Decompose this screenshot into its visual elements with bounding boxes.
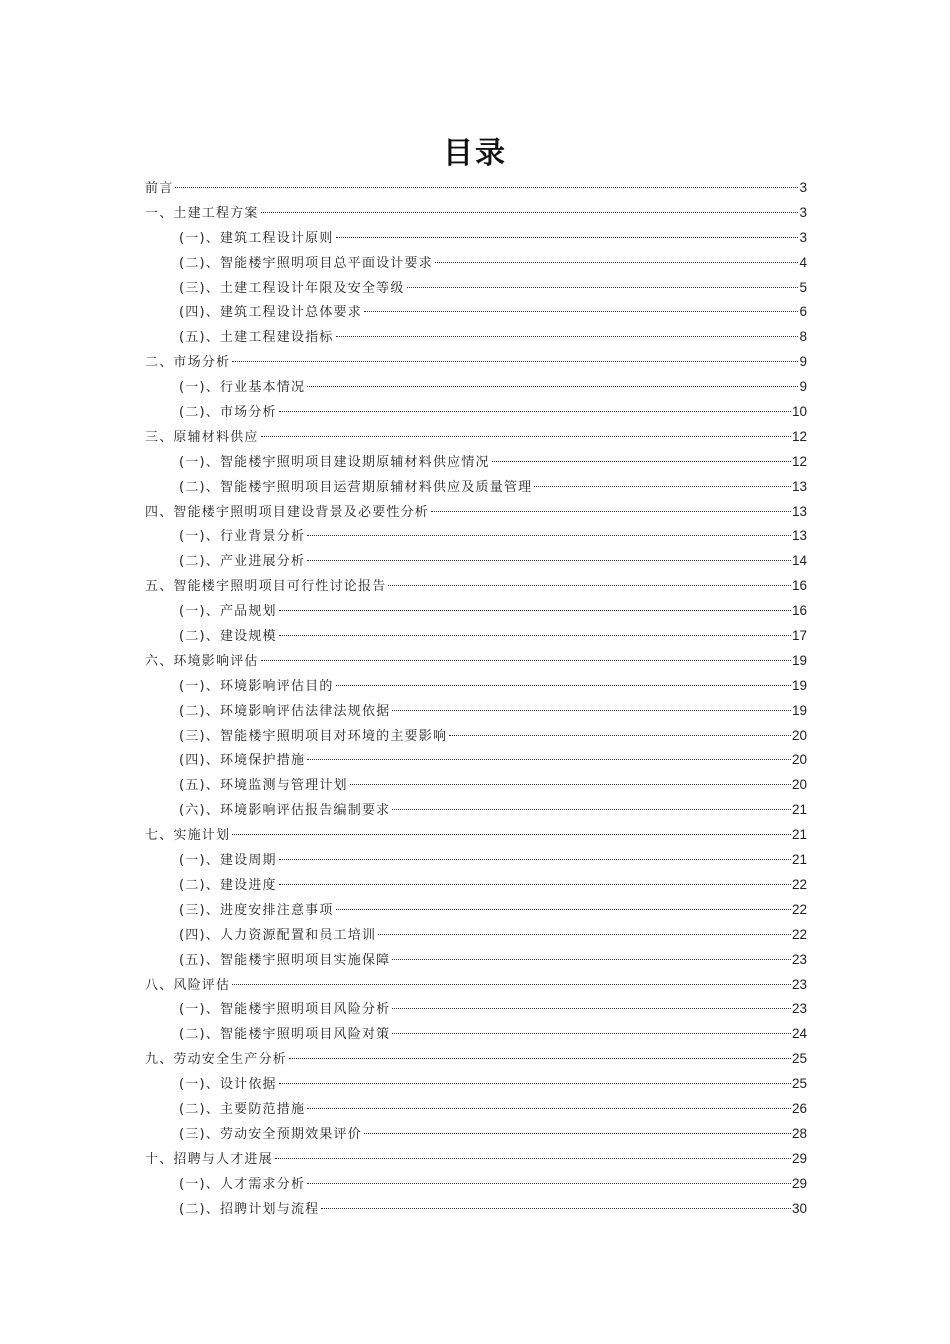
toc-entry-label: 前言 [145, 181, 174, 196]
toc-page-number: 19 [791, 702, 807, 718]
toc-page-number: 9 [799, 379, 807, 395]
toc-entry-label: 七、实施计划 [145, 828, 231, 844]
toc-page-number: 25 [791, 1051, 807, 1067]
toc-dot-leader [336, 685, 791, 686]
toc-dot-leader [232, 984, 791, 985]
toc-dot-leader [279, 1083, 791, 1084]
toc-chapter-entry[interactable] [145, 649, 807, 674]
toc-section-entry[interactable] [145, 798, 807, 823]
toc-entry-label: (二)、建设规模 [179, 629, 277, 645]
toc-dot-leader [350, 784, 791, 785]
toc-entry-label: (三)、劳动安全预期效果评价 [179, 1126, 362, 1142]
toc-page-number: 3 [799, 229, 807, 245]
toc-chapter-entry[interactable] [145, 500, 807, 525]
toc-dot-leader [392, 809, 791, 810]
toc-entry-label: (二)、招聘计划与流程 [179, 1201, 320, 1217]
toc-page-number: 3 [799, 180, 807, 195]
toc-section-entry[interactable] [145, 475, 807, 500]
toc-page-number: 5 [799, 279, 807, 295]
toc-entry-label: (二)、产业进展分析 [179, 554, 306, 570]
toc-page-number: 22 [791, 876, 807, 892]
toc-page-number: 29 [791, 1175, 807, 1191]
toc-page-number: 22 [791, 926, 807, 942]
toc-page-number: 9 [799, 354, 807, 370]
toc-entry-label: (四)、环境保护措施 [179, 753, 306, 769]
toc-entry-label: (六)、环境影响评估报告编制要求 [179, 803, 391, 819]
toc-dot-leader [407, 287, 799, 288]
toc-dot-leader [279, 859, 791, 860]
toc-dot-leader [321, 1208, 791, 1209]
toc-dot-leader [307, 1108, 791, 1109]
toc-chapter-entry[interactable] [145, 823, 807, 848]
toc-section-entry[interactable] [145, 1097, 807, 1122]
toc-section-entry[interactable] [145, 549, 807, 574]
toc-entry-label: 二、市场分析 [145, 355, 231, 371]
toc-section-entry[interactable] [145, 699, 807, 724]
toc-dot-leader [364, 1133, 791, 1134]
toc-entry-label: (一)、智能楼宇照明项目风险分析 [179, 1002, 391, 1018]
toc-page-number: 22 [791, 901, 807, 917]
toc-page-number: 29 [791, 1150, 807, 1166]
toc-entry-label: 十、招聘与人才进展 [145, 1151, 273, 1167]
toc-chapter-entry[interactable] [145, 1147, 807, 1172]
toc-entry-label: (四)、建筑工程设计总体要求 [179, 305, 362, 321]
toc-page-number: 28 [791, 1125, 807, 1141]
toc-dot-leader [431, 511, 791, 512]
toc-page-number: 23 [791, 951, 807, 967]
toc-section-entry[interactable] [145, 1197, 807, 1222]
toc-page-number: 20 [791, 752, 807, 768]
toc-page-number: 16 [791, 578, 807, 594]
toc-page-number: 21 [791, 802, 807, 818]
toc-entry-label: (二)、智能楼宇照明项目风险对策 [179, 1027, 391, 1043]
toc-entry-label: (一)、设计依据 [179, 1077, 277, 1093]
toc-section-entry[interactable] [145, 624, 807, 649]
toc-section-entry[interactable] [145, 1022, 807, 1047]
toc-chapter-entry[interactable] [145, 973, 807, 998]
toc-dot-leader [307, 560, 791, 561]
toc-entry-label: 一、土建工程方案 [145, 205, 259, 221]
toc-entry-label: (五)、土建工程建设指标 [179, 330, 334, 346]
page-title: 目录 [443, 136, 507, 171]
toc-section-entry[interactable] [145, 1172, 807, 1197]
toc-entry-label: (四)、人力资源配置和员工培训 [179, 927, 377, 943]
toc-entry-label: (五)、智能楼宇照明项目实施保障 [179, 952, 391, 968]
toc-dot-leader [392, 710, 791, 711]
toc-dot-leader [261, 212, 799, 213]
toc-page-number: 19 [791, 677, 807, 693]
table-of-contents [145, 176, 807, 1221]
toc-dot-leader [392, 959, 791, 960]
toc-dot-leader [307, 759, 791, 760]
toc-chapter-entry[interactable] [145, 176, 807, 201]
toc-page-number: 21 [791, 852, 807, 868]
toc-section-entry[interactable] [145, 524, 807, 549]
toc-dot-leader [232, 834, 791, 835]
toc-page-number: 12 [791, 428, 807, 444]
toc-page-number: 23 [791, 976, 807, 992]
toc-dot-leader [492, 461, 791, 462]
toc-dot-leader [435, 262, 799, 263]
toc-section-entry[interactable] [145, 276, 807, 301]
toc-section-entry[interactable] [145, 848, 807, 873]
toc-dot-leader [388, 585, 791, 586]
toc-page-number: 13 [791, 478, 807, 494]
toc-dot-leader [232, 361, 798, 362]
toc-page-number: 17 [791, 628, 807, 644]
toc-entry-label: (二)、智能楼宇照明项目总平面设计要求 [179, 255, 433, 271]
toc-chapter-entry[interactable] [145, 350, 807, 375]
toc-dot-leader [289, 1058, 791, 1059]
toc-page-number: 8 [799, 329, 807, 345]
toc-page-number: 4 [799, 254, 807, 270]
toc-page-number: 19 [791, 652, 807, 668]
toc-entry-label: (一)、智能楼宇照明项目建设期原辅材料供应情况 [179, 454, 490, 470]
toc-chapter-entry[interactable] [145, 1047, 807, 1072]
toc-entry-label: (三)、土建工程设计年限及安全等级 [179, 280, 405, 296]
toc-entry-label: (一)、建筑工程设计原则 [179, 230, 334, 246]
toc-page-number: 30 [791, 1200, 807, 1216]
toc-entry-label: (一)、环境影响评估目的 [179, 678, 334, 694]
toc-page-number: 10 [791, 404, 807, 420]
toc-dot-leader [307, 386, 798, 387]
toc-section-entry[interactable] [145, 923, 807, 948]
toc-entry-label: 八、风险评估 [145, 977, 231, 993]
toc-section-entry[interactable] [145, 748, 807, 773]
toc-entry-label: (三)、进度安排注意事项 [179, 902, 334, 918]
toc-page-number: 25 [791, 1076, 807, 1092]
toc-page-number: 20 [791, 727, 807, 743]
toc-section-entry[interactable] [145, 948, 807, 973]
toc-entry-label: (二)、建设进度 [179, 877, 277, 893]
toc-section-entry[interactable] [145, 873, 807, 898]
toc-section-entry[interactable] [145, 1122, 807, 1147]
toc-page-number: 21 [791, 827, 807, 843]
toc-entry-label: (五)、环境监测与管理计划 [179, 778, 348, 794]
toc-entry-label: (二)、环境影响评估法律法规依据 [179, 703, 391, 719]
toc-entry-label: 六、环境影响评估 [145, 653, 259, 669]
toc-dot-leader [336, 336, 799, 337]
toc-section-entry[interactable] [145, 400, 807, 425]
toc-dot-leader [279, 411, 791, 412]
toc-entry-label: (三)、智能楼宇照明项目对环境的主要影响 [179, 728, 448, 744]
toc-section-entry[interactable] [145, 674, 807, 699]
toc-entry-label: (一)、建设周期 [179, 853, 277, 869]
toc-page-number: 13 [791, 503, 807, 519]
toc-dot-leader [534, 486, 791, 487]
toc-dot-leader [307, 535, 791, 536]
toc-dot-leader [307, 1183, 791, 1184]
toc-entry-label: (一)、行业基本情况 [179, 380, 306, 396]
toc-chapter-entry[interactable] [145, 425, 807, 450]
toc-dot-leader [279, 635, 791, 636]
toc-dot-leader [261, 660, 791, 661]
toc-dot-leader [449, 735, 791, 736]
toc-entry-label: 四、智能楼宇照明项目建设背景及必要性分析 [145, 504, 430, 520]
toc-dot-leader [275, 1158, 791, 1159]
toc-dot-leader [279, 884, 791, 885]
toc-section-entry[interactable] [145, 375, 807, 400]
toc-chapter-entry[interactable] [145, 574, 807, 599]
toc-entry-label: (一)、产品规划 [179, 604, 277, 620]
toc-section-entry[interactable] [145, 251, 807, 276]
toc-section-entry[interactable] [145, 226, 807, 251]
toc-page-number: 14 [791, 553, 807, 569]
toc-entry-label: (二)、主要防范措施 [179, 1101, 306, 1117]
toc-entry-label: (二)、市场分析 [179, 405, 277, 421]
toc-page-number: 20 [791, 777, 807, 793]
toc-section-entry[interactable] [145, 898, 807, 923]
toc-section-entry[interactable] [145, 599, 807, 624]
toc-page-number: 6 [799, 304, 807, 320]
toc-entry-label: 九、劳动安全生产分析 [145, 1052, 288, 1068]
toc-page-number: 13 [791, 528, 807, 544]
toc-dot-leader [175, 187, 798, 188]
toc-section-entry[interactable] [145, 450, 807, 475]
toc-section-entry[interactable] [145, 773, 807, 798]
toc-entry-label: 三、原辅材料供应 [145, 429, 259, 445]
toc-section-entry[interactable] [145, 325, 807, 350]
toc-dot-leader [279, 610, 791, 611]
toc-entry-label: (一)、行业背景分析 [179, 529, 306, 545]
toc-page-number: 24 [791, 1026, 807, 1042]
toc-section-entry[interactable] [145, 1072, 807, 1097]
toc-page-number: 23 [791, 1001, 807, 1017]
toc-section-entry[interactable] [145, 997, 807, 1022]
toc-dot-leader [336, 909, 791, 910]
toc-page-number: 12 [791, 453, 807, 469]
toc-dot-leader [378, 934, 791, 935]
toc-dot-leader [261, 436, 791, 437]
toc-dot-leader [392, 1033, 791, 1034]
toc-page-number: 16 [791, 603, 807, 619]
toc-page-number: 3 [799, 204, 807, 220]
toc-section-entry[interactable] [145, 300, 807, 325]
toc-section-entry[interactable] [145, 724, 807, 749]
toc-dot-leader [364, 311, 799, 312]
toc-entry-label: (二)、智能楼宇照明项目运营期原辅材料供应及质量管理 [179, 479, 533, 495]
toc-entry-label: (一)、人才需求分析 [179, 1176, 306, 1192]
toc-dot-leader [336, 237, 799, 238]
toc-page-number: 26 [791, 1100, 807, 1116]
toc-dot-leader [392, 1008, 791, 1009]
toc-chapter-entry[interactable] [145, 201, 807, 226]
toc-entry-label: 五、智能楼宇照明项目可行性讨论报告 [145, 579, 387, 595]
